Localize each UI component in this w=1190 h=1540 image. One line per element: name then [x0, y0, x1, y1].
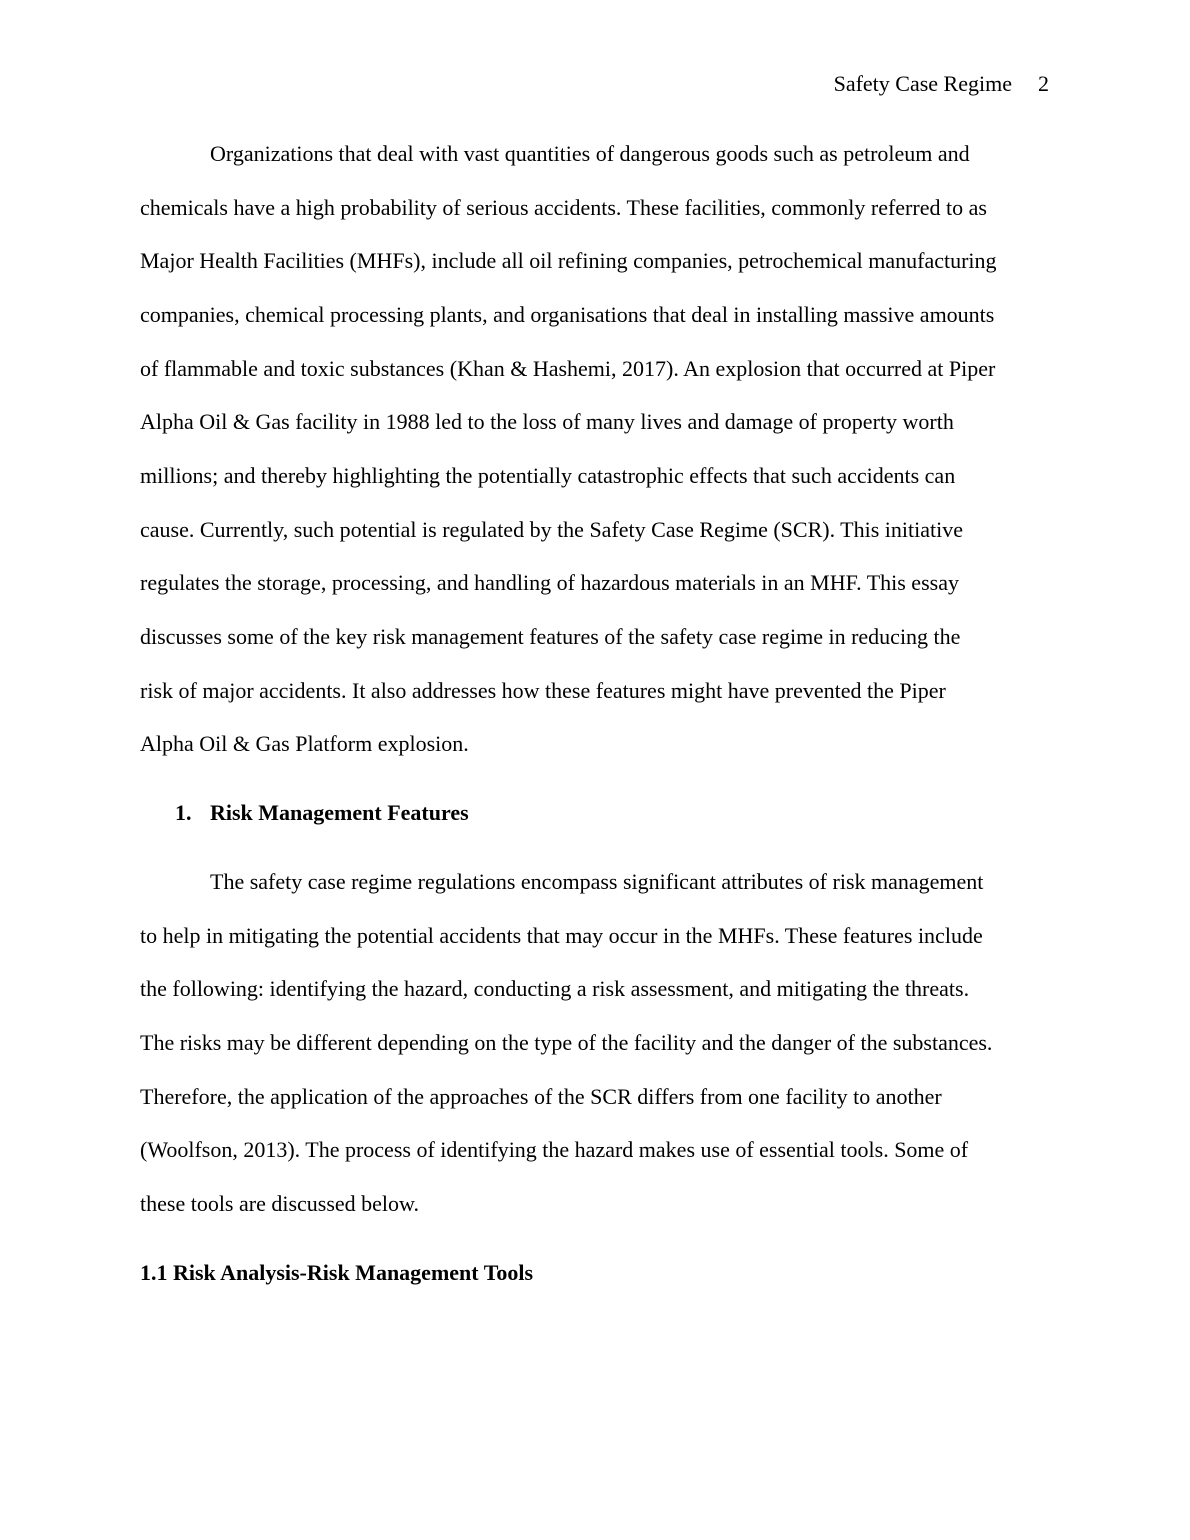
section-1-line: (Woolfson, 2013). The process of identifying the hazard makes use of essential tools. Some of: [140, 1137, 969, 1162]
intro-line: companies, chemical processing plants, and organisations that deal in installing massive amounts: [140, 302, 995, 327]
intro-line: Major Health Facilities (MHFs), include all oil refining companies, petrochemical manufacturing: [140, 248, 997, 273]
intro-line: discusses some of the key risk management features of the safety case regime in reducing the: [140, 624, 961, 649]
section-1-heading: Risk Management Features: [210, 800, 469, 825]
section-1-1-heading: 1.1 Risk Analysis-Risk Management Tools: [140, 1260, 534, 1285]
section-1-line: these tools are discussed below.: [140, 1191, 420, 1216]
intro-line: Alpha Oil & Gas facility in 1988 led to the loss of many lives and damage of property worth: [140, 409, 954, 434]
section-1-line: the following: identifying the hazard, conducting a risk assessment, and mitigating the threats.: [140, 976, 970, 1001]
section-1-number: 1.: [175, 800, 192, 825]
intro-line: millions; and thereby highlighting the potentially catastrophic effects that such accidents can: [140, 463, 956, 488]
intro-line: regulates the storage, processing, and handling of hazardous materials in an MHF. This essay: [140, 570, 959, 595]
section-1-line: to help in mitigating the potential accidents that may occur in the MHFs. These features include: [140, 923, 983, 948]
running-title: Safety Case Regime: [833, 71, 1012, 96]
intro-line: Organizations that deal with vast quantities of dangerous goods such as petroleum and: [210, 141, 970, 166]
section-1-line: Therefore, the application of the approaches of the SCR differs from one facility to another: [140, 1084, 942, 1109]
running-head: [834, 68, 1049, 100]
intro-line: Alpha Oil & Gas Platform explosion.: [140, 731, 469, 756]
section-1-line: The safety case regime regulations encompass significant attributes of risk management: [210, 869, 984, 894]
page-number: 2: [1038, 71, 1049, 96]
intro-line: of flammable and toxic substances (Khan & Hashemi, 2017). An explosion that occurred at Piper: [140, 356, 996, 381]
intro-line: risk of major accidents. It also addresses how these features might have prevented the Piper: [140, 678, 946, 703]
intro-line: cause. Currently, such potential is regulated by the Safety Case Regime (SCR). This initiative: [140, 517, 963, 542]
section-1-line: The risks may be different depending on the type of the facility and the danger of the substances.: [140, 1030, 993, 1055]
intro-line: chemicals have a high probability of serious accidents. These facilities, commonly referred to as: [140, 195, 987, 220]
